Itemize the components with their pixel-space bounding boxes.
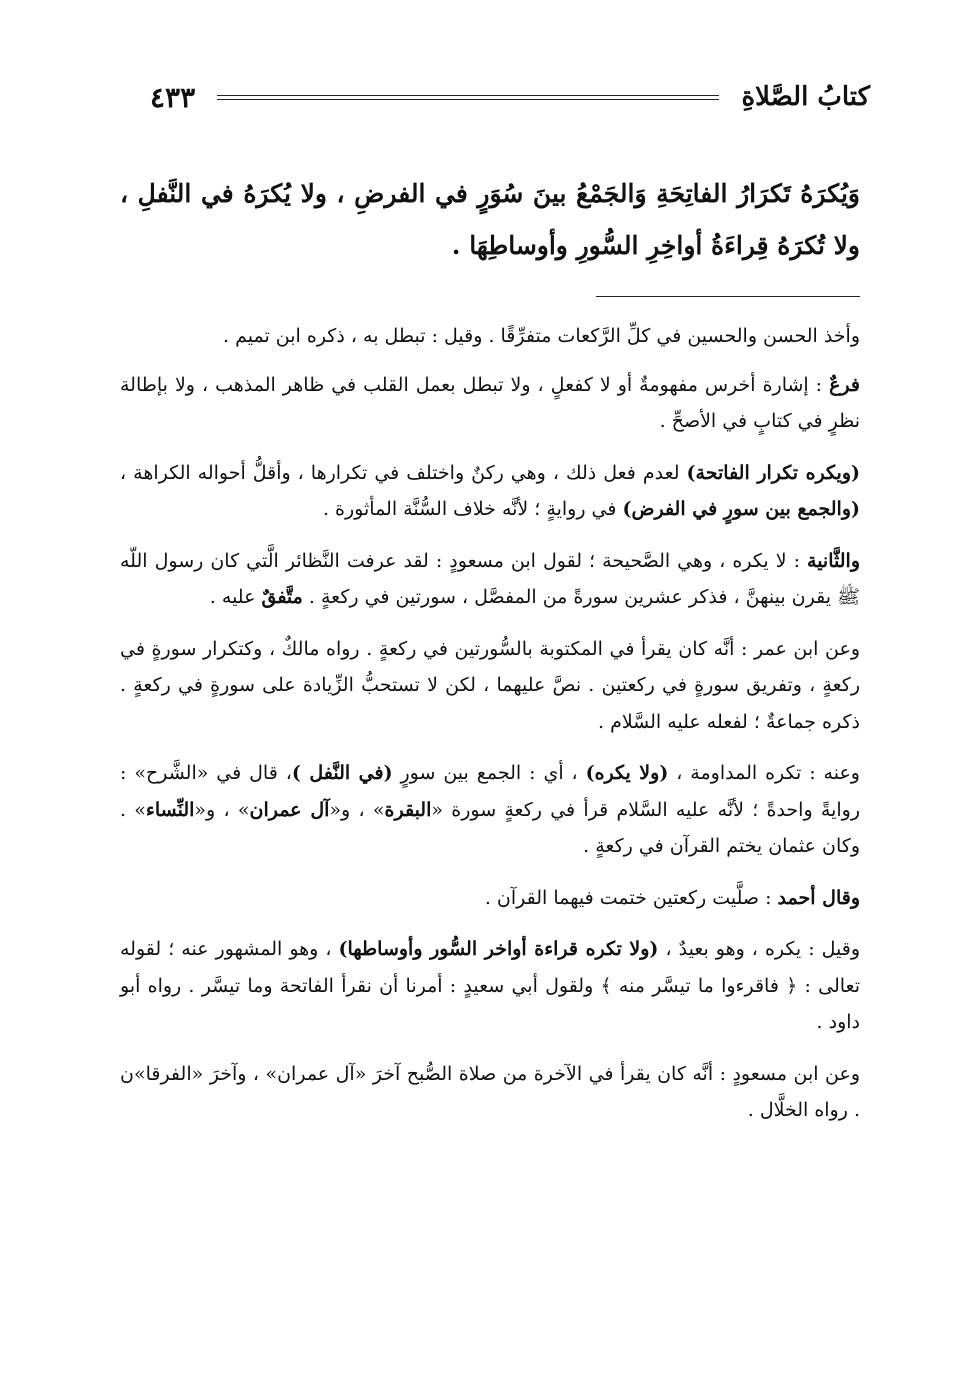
quoted-matn: (ولا تكره قراءة أواخر السُّور وأوساطها) <box>338 938 659 960</box>
quoted-matn: (في النَّفل ) <box>291 762 393 784</box>
page-header <box>150 72 870 122</box>
text-run: » ، و« <box>329 798 385 821</box>
text-run: » ، و« <box>194 798 250 821</box>
text-run: : لا يكره ، وهي الصَّحيحة ؛ لقول ابن مسعودٍ : لقد عرفت النَّظائر الَّتي كان رسول اللّه ﷺ يقرن بينهنَّ ، فذكر عشرين سورةً من المفصَّل ، سورتين في ركعةٍ . <box>120 549 860 608</box>
commentary <box>120 318 860 1144</box>
page-number: ٤٣٣ <box>150 80 196 114</box>
commentary-paragraph-6 <box>120 755 860 865</box>
text-run: وعنه : تكره المداومة ، <box>668 762 860 784</box>
text-run: عليه . <box>209 586 262 608</box>
text-run: ، وهو المشهور عنه ؛ لقوله تعالى : ﴿ فاقرءوا ما تيسَّر منه ﴾ ولقول أبي سعيدٍ : أمرنا أن نقرأ الفاتحة وما تيسَّر . رواه أبو داود . <box>120 938 860 1033</box>
commentary-paragraph-3 <box>120 455 860 528</box>
commentary-paragraph-8 <box>120 931 860 1041</box>
text-run: وقيل : يكره ، وهو بعيدٌ ، <box>658 938 861 960</box>
commentary-paragraph-5: وعن ابن عمر : أنَّه كان يقرأ في المكتوبة بالسُّورتين في ركعةٍ . رواه مالكٌ ، وكتكرار سورةٍ في ركعةٍ ، وتفريق سورةٍ في ركعتين . نصَّ عليهما ، لكن لا تستحبُّ الزِّيادة على سورةٍ في ركعةٍ . ذكره جماعةٌ ؛ لفعله عليه السَّلام . <box>120 637 860 733</box>
separator-line <box>596 296 860 297</box>
text-run: لعدم فعل ذلك ، وهي ركنٌ واختلف في تكرارها ، وأقلُّ أحواله الكراهة ، <box>120 461 687 484</box>
main-text: وَيُكرَهُ تَكرَارُ الفاتِحَةِ وَالجَمْعُ بينَ سُوَرٍ في الفرضِ ، ولا يُكرَهُ في النَّفلِ ، ولا تُكرَهُ قِراءَةُ أواخِرِ السُّورِ وأوساطِهَا . <box>120 179 860 260</box>
quoted-matn: (والجمع بين سورٍ في الفرض) <box>622 498 860 520</box>
text-run: ، قال في «الشَّرح» : روايةً واحدةً ؛ لأنَّه عليه السَّلام قرأ في ركعةٍ سورة « <box>120 762 860 821</box>
text-run: ، أي : الجمع بين سورٍ <box>392 762 586 784</box>
bold-term: فرعٌ <box>829 373 860 396</box>
text-run: في روايةٍ ؛ لأنَّه خلاف السُّنَّة المأثورة . <box>322 498 623 520</box>
text-run: : صلَّيت ركعتين ختمت فيهما القرآن . <box>484 886 778 909</box>
commentary-paragraph-9: وعن ابن مسعودٍ : أنَّه كان يقرأ في الآخرة من صلاة الصُّبح آخرَ «آل عمران» ، وآخرَ «الفرقا»ن . رواه الخلَّال . <box>120 1062 860 1121</box>
commentary-paragraph-2 <box>120 367 860 440</box>
text-run: : إشارة أخرس مفهومةٌ أو لا كفعلٍ ، ولا تبطل بعمل القلب في ظاهر المذهب ، ولا بإطالة نظرٍ في كتابٍ في الأصحِّ . <box>120 373 860 432</box>
commentary-paragraph-7 <box>120 880 860 917</box>
text-run: » . وكان عثمان يختم القرآن في ركعةٍ . <box>120 798 860 857</box>
commentary-paragraph-4 <box>120 543 860 616</box>
surah-name: آل عمران <box>249 798 330 821</box>
bold-term: متَّفقٌ <box>261 586 303 608</box>
quoted-matn: (ويكره تكرار الفاتحة) <box>686 461 860 484</box>
commentary-paragraph-1: وأخذ الحسن والحسين في كلِّ الرَّكعات متفرِّقًا . وقيل : تبطل به ، ذكره ابن تميم . <box>223 325 860 347</box>
bold-term: والثَّانية <box>807 549 860 572</box>
surah-name: النِّساء <box>145 798 195 821</box>
surah-name: البقرة <box>384 798 432 821</box>
book-title: كتابُ الصَّلاةِ <box>741 82 870 112</box>
quoted-matn: (ولا يكره) <box>585 762 669 784</box>
bold-term: وقال أحمد <box>777 886 860 909</box>
header-rule <box>217 95 719 100</box>
